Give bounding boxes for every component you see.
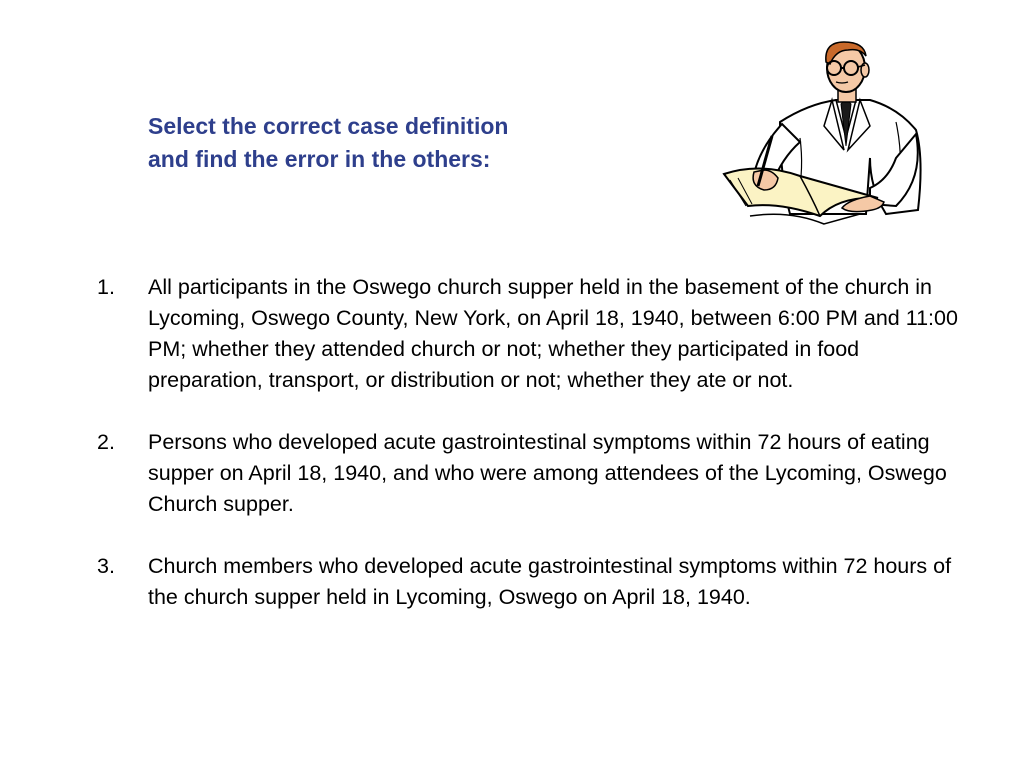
list-item-number: 2. [97,430,115,454]
list-item-text: All participants in the Oswego church supper held in the basement of the church in Lycoming, Oswego County, New York, on April 18, 1940, between 6:00 PM and 11:00 PM; whether they attended church or not; whether they participated in food preparation, transport, or distribution or not; whether they ate or not. [148,275,958,392]
list-item-text: Church members who developed acute gastrointestinal symptoms within 72 hours of the church supper held in Lycoming, Oswego on April 18, 1940. [148,554,952,609]
doctor-writing-icon [720,38,930,230]
case-definition-list [97,272,967,644]
list-item-number: 1. [97,275,115,299]
list-item [97,551,967,613]
slide-title-line-2: and find the error in the others: [148,146,491,172]
list-item-text: Persons who developed acute gastrointestinal symptoms within 72 hours of eating supper on April 18, 1940, and who were among attendees of the Lycoming, Oswego Church supper. [148,430,947,516]
list-item [97,272,967,396]
list-item [97,427,967,520]
slide-title [148,110,668,176]
list-item-number: 3. [97,554,115,578]
slide-title-line-1: Select the correct case definition [148,113,509,139]
